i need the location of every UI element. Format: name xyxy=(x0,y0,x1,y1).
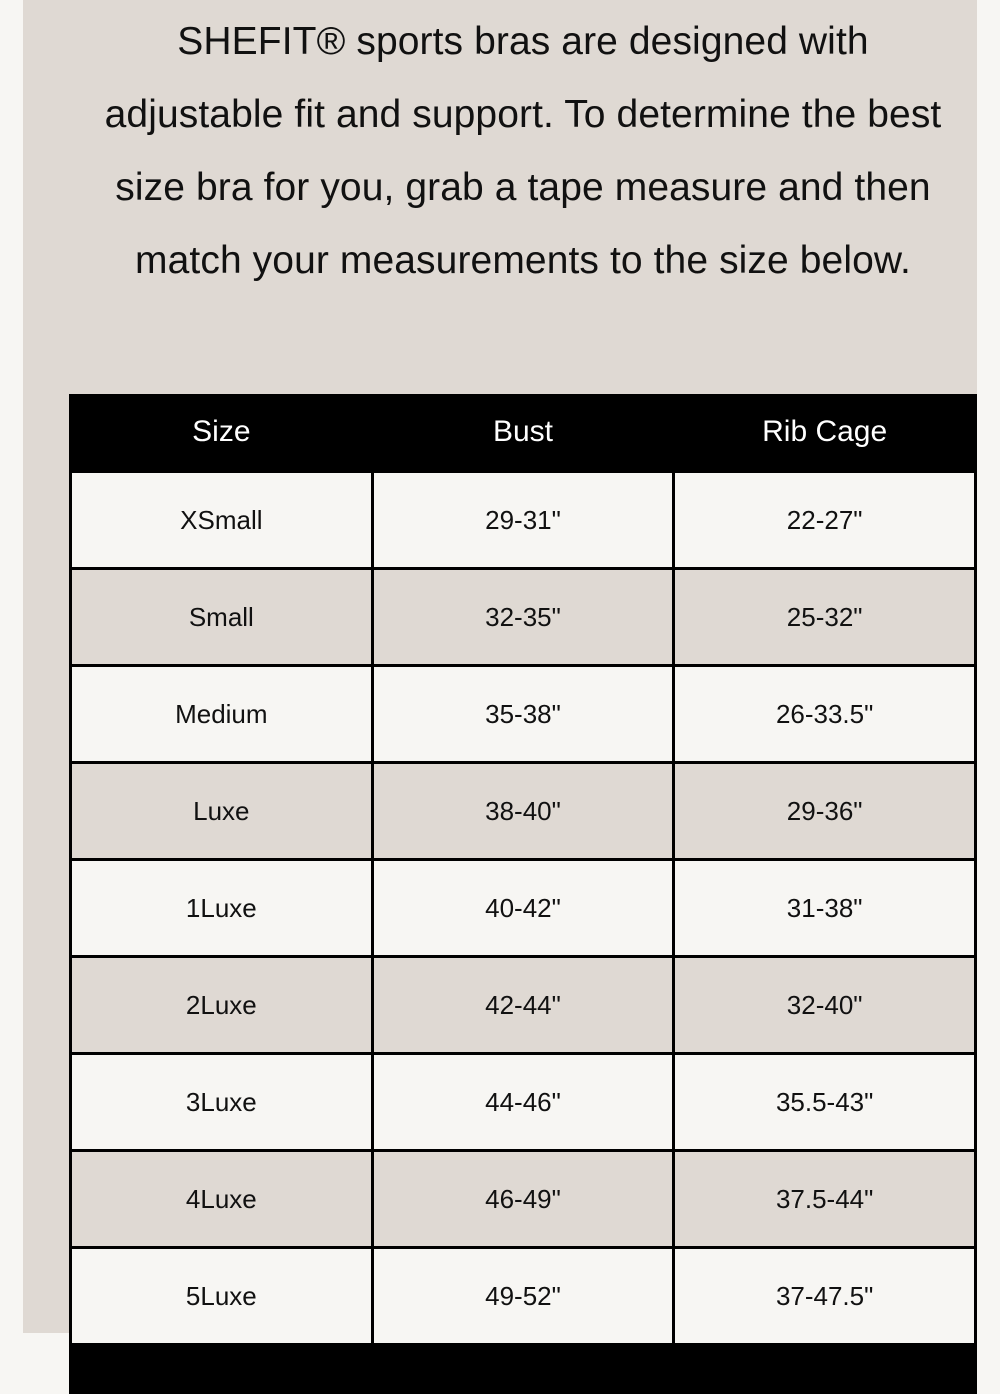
size-cell: 5Luxe xyxy=(71,1248,373,1345)
rib-cage-cell: 25-32" xyxy=(674,569,976,666)
bust-cell: 44-46" xyxy=(372,1054,674,1151)
size-cell: Luxe xyxy=(71,763,373,860)
rib-cage-cell: 32-40" xyxy=(674,957,976,1054)
rib-cage-cell: 37.5-44" xyxy=(674,1151,976,1248)
table-row xyxy=(71,569,976,666)
rib-cage-cell: 29-36" xyxy=(674,763,976,860)
bust-cell: 49-52" xyxy=(372,1248,674,1345)
rib-cage-cell: 35.5-43" xyxy=(674,1054,976,1151)
table-row xyxy=(71,1151,976,1248)
bust-cell: 35-38" xyxy=(372,666,674,763)
column-header-bust: Bust xyxy=(372,394,674,472)
bust-cell: 40-42" xyxy=(372,860,674,957)
table-row xyxy=(71,1248,976,1345)
size-table-container xyxy=(69,394,977,1394)
column-header-rib-cage: Rib Cage xyxy=(674,394,976,472)
size-cell: XSmall xyxy=(71,472,373,569)
bust-cell: 32-35" xyxy=(372,569,674,666)
size-cell: 1Luxe xyxy=(71,860,373,957)
size-guide-panel xyxy=(23,0,977,1333)
size-cell: Medium xyxy=(71,666,373,763)
bust-cell: 38-40" xyxy=(372,763,674,860)
size-cell: 2Luxe xyxy=(71,957,373,1054)
table-row xyxy=(71,666,976,763)
table-row xyxy=(71,763,976,860)
rib-cage-cell: 22-27" xyxy=(674,472,976,569)
rib-cage-cell: 26-33.5" xyxy=(674,666,976,763)
table-row xyxy=(71,860,976,957)
size-guide-intro-text: SHEFIT® sports bras are designed with adjustable fit and support. To determine the best size bra for you, grab a tape measure and then match your measurements to the size below. xyxy=(104,20,942,282)
table-row xyxy=(71,472,976,569)
bust-cell: 46-49" xyxy=(372,1151,674,1248)
rib-cage-cell: 37-47.5" xyxy=(674,1248,976,1345)
bust-cell: 42-44" xyxy=(372,957,674,1054)
rib-cage-cell: 31-38" xyxy=(674,860,976,957)
table-row xyxy=(71,957,976,1054)
table-row xyxy=(71,1054,976,1151)
bust-cell: 29-31" xyxy=(372,472,674,569)
size-chart-table xyxy=(69,394,977,1346)
column-header-size: Size xyxy=(71,394,373,472)
size-cell: Small xyxy=(71,569,373,666)
size-cell: 3Luxe xyxy=(71,1054,373,1151)
size-cell: 4Luxe xyxy=(71,1151,373,1248)
table-header-row xyxy=(71,394,976,472)
